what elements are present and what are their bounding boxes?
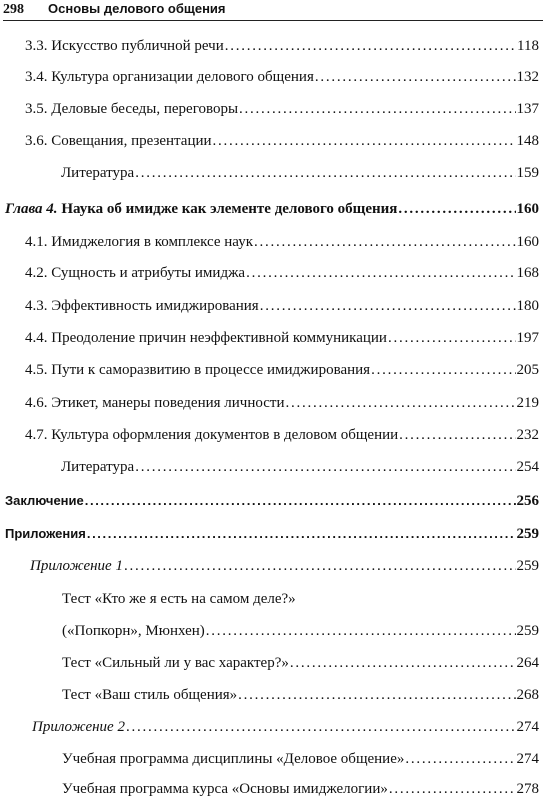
toc-leader-dots <box>246 263 515 283</box>
toc-entry-page: 159 <box>516 165 539 181</box>
toc-entry-label: 4.3. Эффективность имиджирования <box>25 298 259 314</box>
chapter-title: Наука об имидже как элементе делового общения <box>61 201 398 217</box>
toc-entry[interactable] <box>25 360 539 380</box>
toc-entry-page: 232 <box>516 427 539 443</box>
toc-leader-dots <box>371 360 515 380</box>
toc-entry-label: Тест «Ваш стиль общения» <box>62 687 238 703</box>
chapter-number: Глава 4. <box>5 201 58 217</box>
toc-entry[interactable] <box>62 621 539 641</box>
toc-entry-label: 4.1. Имиджелогия в комплексе наук <box>25 234 253 250</box>
toc-entry-label <box>5 199 397 219</box>
toc-entry[interactable] <box>25 232 539 252</box>
toc-leader-dots <box>399 425 515 445</box>
toc-entry-page: 259 <box>516 623 539 639</box>
header-page-number: 298 <box>3 2 24 17</box>
toc-entry-label: 4.6. Этикет, манеры поведения личности <box>25 395 285 411</box>
toc-entry-label: 4.7. Культура оформления документов в деловом общении <box>25 427 399 443</box>
toc-leader-dots <box>206 621 516 641</box>
toc-entry-page: 137 <box>516 101 539 117</box>
toc-entry-page: 132 <box>516 69 539 85</box>
toc-entry-page: 259 <box>516 526 539 542</box>
toc-leader-dots <box>225 36 516 56</box>
toc-entry[interactable] <box>25 296 539 316</box>
toc-entry-label: Учебная программа курса «Основы имиджелогии» <box>62 781 388 797</box>
toc-entry-page: 148 <box>516 133 539 149</box>
toc-leader-dots <box>135 457 515 477</box>
toc-entry-label-line: Тест «Кто же я есть на самом деле?» <box>62 591 296 607</box>
toc-appendix-entry[interactable] <box>32 717 539 737</box>
toc-entry-page: 160 <box>516 201 539 217</box>
toc-leader-dots <box>239 99 515 119</box>
toc-entry[interactable] <box>25 393 539 413</box>
toc-leader-dots <box>124 556 516 576</box>
toc-entry-page: 197 <box>516 330 539 346</box>
toc-entry-label: 3.3. Искусство публичной речи <box>25 38 224 54</box>
toc-entry-label: 4.5. Пути к саморазвитию в процессе имиджирования <box>25 362 371 378</box>
toc-entry-page: 205 <box>516 362 539 378</box>
toc-entry[interactable] <box>25 263 539 283</box>
toc-appendices-entry[interactable] <box>5 524 539 544</box>
toc-entry-page: 274 <box>516 751 539 767</box>
toc-leader-dots <box>254 232 516 252</box>
toc-entry-label: 4.2. Сущность и атрибуты имиджа <box>25 265 246 281</box>
header-title: Основы делового общения <box>48 1 226 16</box>
toc-leader-dots <box>238 685 515 705</box>
toc-entry[interactable] <box>25 67 539 87</box>
toc-entry[interactable] <box>25 36 539 56</box>
toc-entry-label: Приложение 2 <box>32 719 125 735</box>
toc-chapter-entry[interactable] <box>5 199 539 219</box>
toc-entry[interactable] <box>25 425 539 445</box>
toc-entry-page: 274 <box>516 719 539 735</box>
toc-entry-page: 160 <box>516 234 539 250</box>
toc-entry[interactable] <box>62 749 539 769</box>
toc-entry-label: Литература <box>61 165 135 181</box>
toc-leader-dots <box>213 131 516 151</box>
toc-leader-dots <box>398 199 515 219</box>
toc-leader-dots <box>405 749 515 769</box>
toc-entry-label: Тест «Сильный ли у вас характер?» <box>62 655 289 671</box>
toc-entry-label: Учебная программа дисциплины «Деловое общение» <box>62 751 405 767</box>
running-header <box>3 0 543 21</box>
toc-entry-page: 118 <box>517 38 539 54</box>
toc-leader-dots <box>290 653 516 673</box>
toc-entry-label: 3.6. Совещания, презентации <box>25 133 212 149</box>
toc-entry-label: Приложение 1 <box>30 558 123 574</box>
toc-leader-dots <box>126 717 516 737</box>
toc-entry[interactable] <box>25 99 539 119</box>
toc-appendix-entry[interactable] <box>30 556 539 576</box>
toc-entry-page: 219 <box>516 395 539 411</box>
toc-entry[interactable] <box>25 131 539 151</box>
toc-entry-label: («Попкорн», Мюнхен) <box>62 623 205 639</box>
toc-leader-dots <box>285 393 515 413</box>
toc-entry-label: Заключение <box>5 493 84 508</box>
toc-entry-page: 180 <box>516 298 539 314</box>
toc-entry-page: 268 <box>516 687 539 703</box>
toc-entry[interactable] <box>25 328 539 348</box>
toc-conclusion-entry[interactable] <box>5 491 539 511</box>
toc-leader-dots <box>315 67 516 87</box>
toc-entry-label: Литература <box>61 459 135 475</box>
toc-entry[interactable] <box>62 685 539 705</box>
toc-entry-label: 4.4. Преодоление причин неэффективной коммуникации <box>25 330 387 346</box>
toc-entry-page: 259 <box>516 558 539 574</box>
toc-entry[interactable] <box>62 653 539 673</box>
toc-entry-label: Приложения <box>5 526 86 541</box>
toc-entry[interactable] <box>61 457 539 477</box>
toc-leader-dots <box>388 328 516 348</box>
toc-leader-dots <box>135 163 515 183</box>
toc-leader-dots <box>87 524 516 544</box>
toc-entry-page: 264 <box>516 655 539 671</box>
toc-entry[interactable] <box>62 779 539 799</box>
toc-entry-page: 168 <box>516 265 539 281</box>
toc-leader-dots <box>85 491 516 511</box>
toc-entry-label: 3.4. Культура организации делового общения <box>25 69 314 85</box>
toc-leader-dots <box>389 779 516 799</box>
toc-entry-page: 254 <box>516 459 539 475</box>
toc-leader-dots <box>260 296 516 316</box>
toc-entry[interactable] <box>61 163 539 183</box>
toc-entry-label: 3.5. Деловые беседы, переговоры <box>25 101 239 117</box>
toc-entry-page: 278 <box>516 781 539 797</box>
toc-entry-page: 256 <box>516 493 539 509</box>
